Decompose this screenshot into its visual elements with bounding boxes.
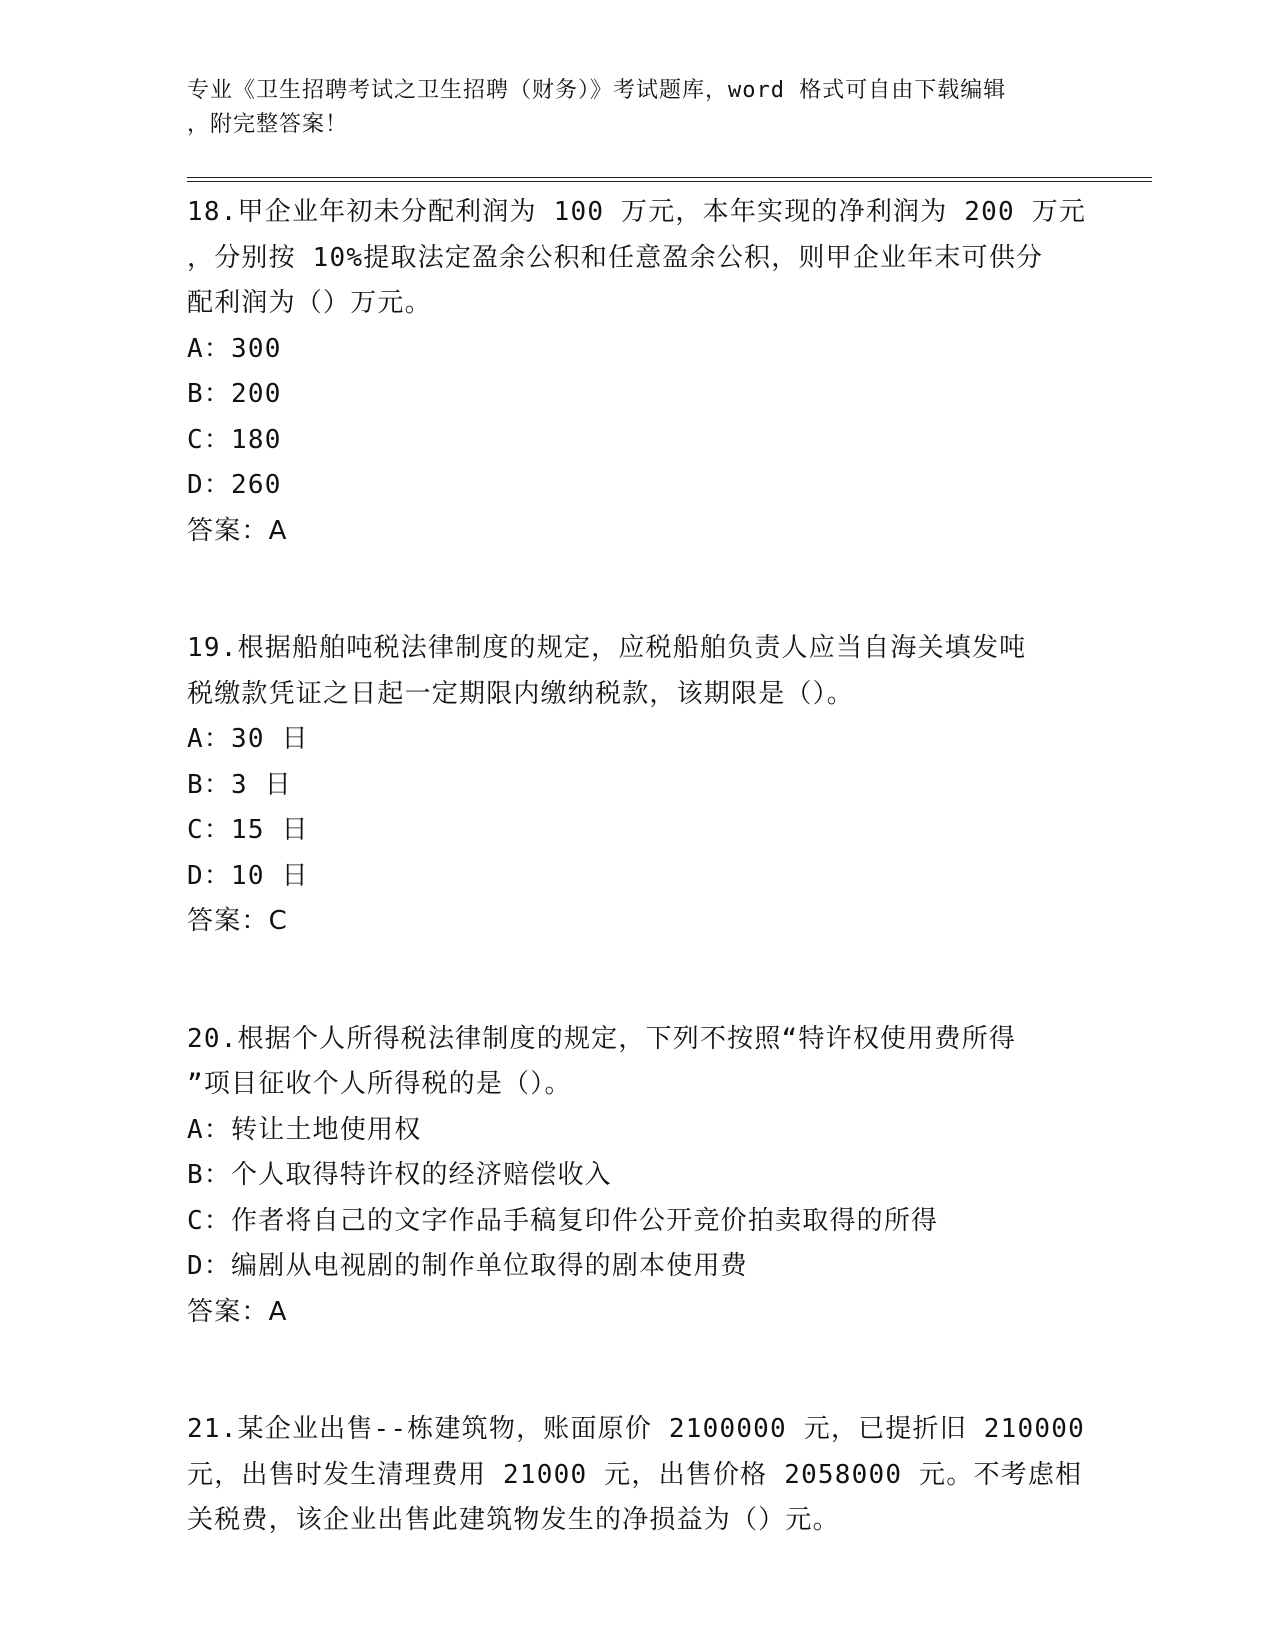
- option-d: D：260: [187, 470, 282, 500]
- option-a: A：300: [187, 333, 282, 364]
- answer-line: 答案：A: [187, 515, 288, 546]
- question-text-line: 元，出售时发生清理费用 21000 元，出售价格 2058000 元。不考虑相: [187, 1459, 1083, 1490]
- answer-line: 答案：C: [187, 906, 288, 936]
- option-b: B：个人取得特许权的经济赔偿收入: [187, 1160, 612, 1190]
- question-text-line: ”项目征收个人所得税的是（）。: [187, 1069, 572, 1099]
- option-d: D：10 日: [187, 860, 309, 891]
- question-text-line: 税缴款凭证之日起一定期限内缴纳税款，该期限是（）。: [187, 678, 855, 709]
- option-b: B：200: [187, 379, 282, 409]
- question-text-line: 18.甲企业年初未分配利润为 100 万元，本年实现的净利润为 200 万元: [187, 197, 1087, 227]
- option-b: B：3 日: [187, 769, 292, 800]
- question-spacer: [187, 554, 1087, 626]
- question-18: [187, 190, 1087, 554]
- question-text-line: ，分别按 10%提取法定盈余公积和任意盈余公积，则甲企业年末可供分: [187, 242, 1044, 273]
- question-19: [187, 626, 1087, 945]
- header-divider-bottom: [187, 181, 1152, 182]
- option-a: A：30 日: [187, 724, 309, 754]
- question-text-line: 19.根据船舶吨税法律制度的规定，应税船舶负责人应当自海关填发吨: [187, 633, 1027, 663]
- question-spacer: [187, 1335, 1087, 1407]
- header-divider-top: [187, 177, 1152, 178]
- question-text-line: 20.根据个人所得税法律制度的规定，下列不按照“特许权使用费所得: [187, 1023, 1017, 1054]
- question-text-line: 配利润为（）万元。: [187, 288, 432, 318]
- question-text-line: 21.某企业出售--栋建筑物，账面原价 2100000 元，已提折旧 210000: [187, 1414, 1085, 1444]
- option-c: C：作者将自己的文字作品手稿复印件公开竞价拍卖取得的所得: [187, 1205, 939, 1236]
- question-list: [187, 190, 1087, 1544]
- header-line-2: ，附完整答案！: [187, 112, 349, 137]
- option-c: C：15 日: [187, 815, 309, 845]
- option-c: C：180: [187, 424, 282, 455]
- question-spacer: [187, 945, 1087, 1017]
- question-text-line: 关税费，该企业出售此建筑物发生的净损益为（）元。: [187, 1505, 840, 1535]
- option-d: D：编剧从电视剧的制作单位取得的剧本使用费: [187, 1251, 748, 1281]
- header-line-1: 专业《卫生招聘考试之卫生招聘（财务）》考试题库，word 格式可自由下载编辑: [187, 78, 1007, 103]
- document-header: [187, 74, 1067, 142]
- option-a: A：转让土地使用权: [187, 1114, 422, 1145]
- answer-line: 答案：A: [187, 1296, 288, 1327]
- question-21: [187, 1407, 1087, 1544]
- question-20: [187, 1017, 1087, 1336]
